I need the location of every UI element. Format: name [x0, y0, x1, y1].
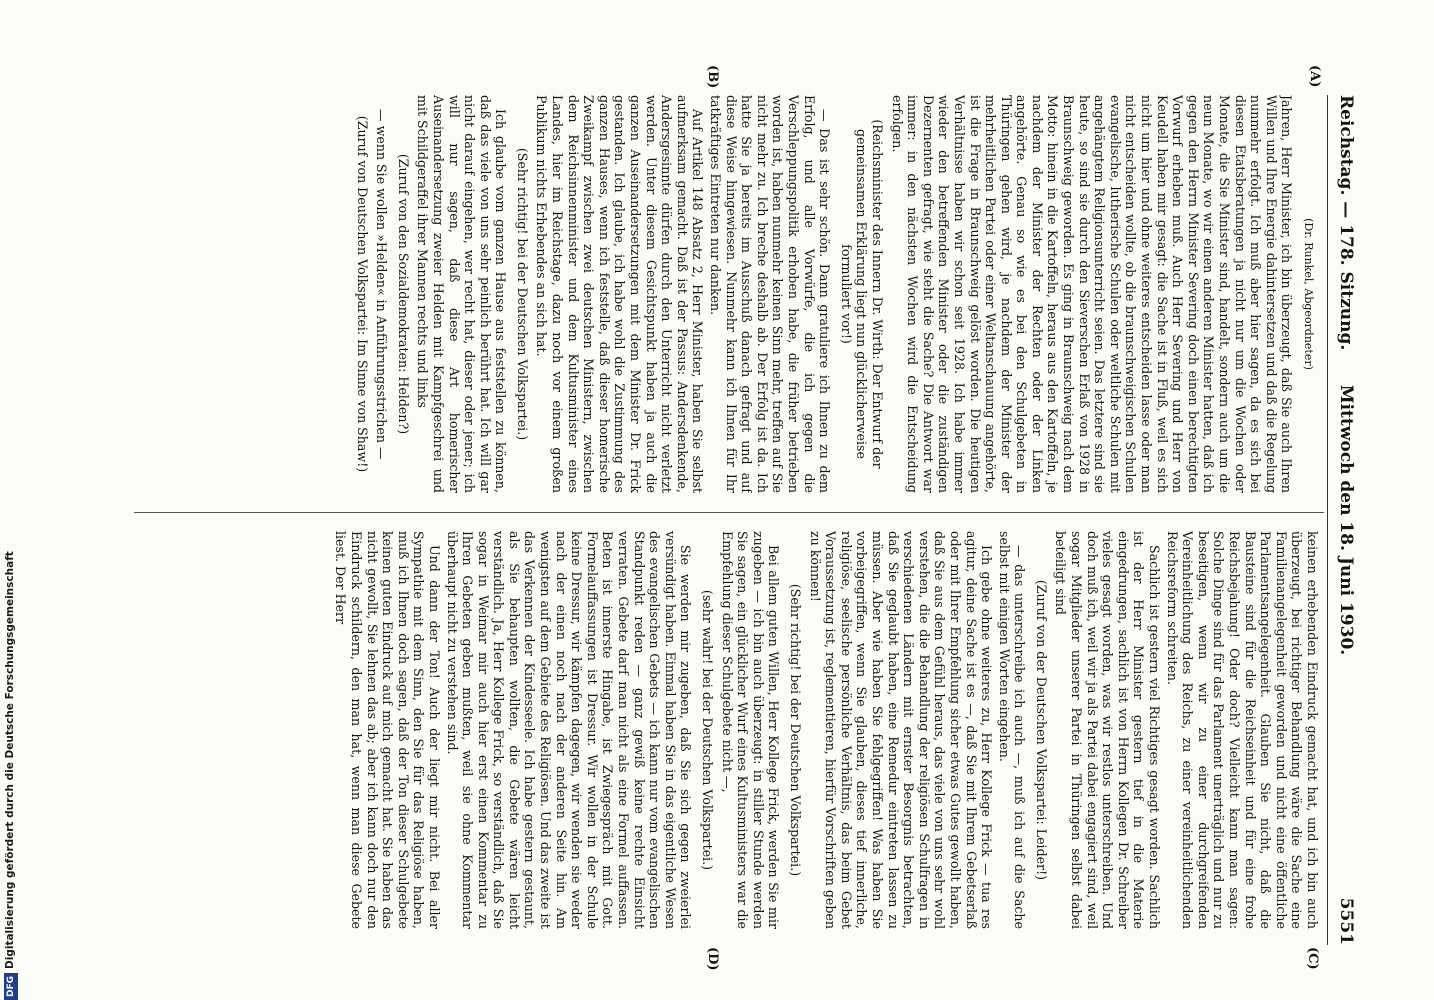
interjection: (Zuruf von den Sozialdemokraten: Helden?) [395, 153, 411, 435]
paragraph: Sachlich ist gestern viel Richtiges gesagt worden. Sachlich ist der Herr Minister gestern tief in die Materie eingedrungen, sachlich ist von Herrn Kollegen Dr. Schreiber vieles gesagt worden, was wir restlos unterschreiben. Und doch muß ich, weil wir ja als Partei dabei engagiert sind, weil sogar Mitglieder unserer Partei in Thüringen selbst dabei beteiligt sind [1053, 531, 1163, 929]
interjection: (Zuruf von Deutschen Volkspartei: Im Sinne von Shaw!) [354, 115, 370, 473]
left-column [140, 95, 1320, 493]
interjection: (sehr wahr! bei der Deutschen Volkspartei.) [700, 589, 716, 871]
header-date: Mittwoch den 18. Juni 1930. [1336, 384, 1356, 656]
margin-marker-a: (A) [1307, 65, 1322, 88]
funding-credit: Digitalisierung gefördert durch die Deutsche Forschungsgemeinschaft [4, 551, 16, 969]
rotated-page-content [120, 65, 1360, 971]
funding-footer [4, 0, 20, 1000]
header-rule [1327, 95, 1328, 945]
margin-marker-d: (D) [705, 947, 720, 971]
paragraph: Auf Artikel 148 Absatz 2, Herr Minister, haben Sie selbst aufmerksam gemacht. Daß ist der Passus: Andersdenkende, Andersgesinnte dürfen durch den Unterricht nicht verletzt werden. Unter diesem Gesichtspunkt haben ja auch die ganzen Auseinandersetzungen mit dem Minister Dr. Frick gestanden. Ich glaube, ich habe wohl die Zustimmung des ganzen Hauses, wenn ich feststelle, daß dieser homerische Zweikampf zwischen zwei deutschen Ministern, zwischen dem Reichsinnenminister und dem Kultusminister eines Landes, hier im Reichstage, dazu noch vor einem großen Publikum nichts Erhebendes an sich hat. [534, 95, 706, 493]
page-header [1330, 95, 1360, 945]
margin-marker-c: (C) [1305, 947, 1320, 970]
paragraph: keinen erhebenden Eindruck gemacht hat, und ich bin auch überzeugt, bei richtiger Behandlung wäre die Sache eine Familienangelegenheit geworden und nicht eine öffentliche Parlamentsangelegenheit. Glauben Sie nicht, daß die Bausteine sind für die Reichseinheit und für eine frohe Reichsbejahung! Oder doch? Vielleicht kann man sagen: Solche Dinge sind für das Parlament unerträglich und nur zu beseitigen, wenn wir zu einer durchgreifenden Vereinheitlichung des Reichs, zu einer vereinheitlichenden Reichsreform schreiten. [1164, 531, 1320, 929]
interjection: (Sehr richtig! bei der Deutschen Volkspartei.) [514, 147, 530, 441]
right-column [140, 531, 1320, 929]
header-page-number: 5551 [1336, 897, 1356, 945]
margin-marker-b: (B) [705, 65, 720, 89]
paragraph: Ich glaube vom ganzen Hause aus feststellen zu können, daß das viele von uns sehr peinlich berührt hat. Ich will gar nicht darauf eingehen, wer recht hat, dieser oder jener; ich will nur sagen, daß diese Art homerischer Auseinandersetzung zweier Helden mit Kampfgeschrei und mit Schildgeraffel ihrer Mannen rechts und links [415, 95, 509, 493]
header-session: Reichstag. — 178. Sitzung. [1336, 95, 1356, 351]
interjection: (Zuruf von der Deutschen Volkspartei: Leider!) [1033, 579, 1049, 881]
dfg-logo: DFG [4, 973, 18, 1000]
paragraph: Bei allem guten Willen, Herr Kollege Frick, werden Sie mir zugeben — ich bin auch überzeugt: in stiller Stunde werden Sie sagen, ein glücklicher Wurf eines Kultusministers war die Empfehlung dieser Schulgebete nicht —, [719, 531, 782, 929]
paragraph: — Das ist sehr schön. Dann gratuliere ich Ihnen zu dem Erfolg, und alle Vorwürfe, die ich gegen die Verschleppungspolitik erhoben habe, die früher betrieben worden ist, haben nunmehr keinen Sinn mehr, treffen auf Sie nicht mehr zu. Ich breche deshalb ab. Der Erfolg ist da. Ich hatte Sie ja bereits im Ausschuß danach gefragt und auf diese Weise hingewiesen. Nunmehr kann ich Ihnen für Ihr tatkräftiges Eintreten nur danken. [708, 95, 833, 493]
paragraph: Und dann der Ton! Auch der liegt mir nicht. Bei aller Sympathie mit dem Sinn, den Sie für das Religiöse haben, muß ich Ihnen doch sagen, daß der Ton dieser Schulgebete keinen guten Eindruck auf mich gemacht hat. Sie haben das nicht gewollt, Sie lehnen das ab; aber ich kann doch nur den Eindruck schildern, den man hat, wenn man diese Gebete liest. Der Herr [333, 531, 442, 929]
column-divider [134, 512, 1324, 513]
paragraph: Jahren, Herr Minister, ich bin überzeugt, daß Sie auch Ihren Willen und Ihre Energie dahintersetzen und daß die Regelung nunmehr erfolgt. Ich muß aber hier sagen, da es sich bei diesen Etatsberatungen ja nicht nur um die Wochen oder Monate, die Sie Minister sind, handelt, sondern auch um die neun Monate, wo wir einen anderen Minister hatten, daß ich gegen den Herrn Minister Severing doch einen berechtigten Vorwurf erheben muß. Auch Herr Severing und Herr von Keudell haben mir gesagt: die Sache ist in Fluß, weil es sich nicht um hier und ohne weiteres entscheiden lasse oder man nicht entscheiden wollte, ob die braunschweigischen Schulen evangelische, lutherische Schulen oder weltliche Schulen mit angehängtem Religionsunterricht seien. Das letztere sind sie heute, so sind sie durch den Sieverschen Erlaß von 1928 in Braunschweig geworden. Es ging in Braunschweig nach dem Motto: hinein in die Kartoffeln, heraus aus den Kartoffeln, je nachdem der Minister der Rechten oder der Linken angehörte. Genau so wie es bei den Schulgebeten in Thüringen gehen wird, je nachdem der Minister der mehrheitlichen Partei oder einer Weltanschauung angehörte, ist die Frage in Braunschweig gelöst worden. Die heutigen Verhältnisse haben wir schon seit 1928. Ich habe immer wieder den betreffenden Minister oder die zuständigen Dezernenten gefragt, wie steht die Sache? Die Antwort war immer: in den nächsten Wochen wird die Entscheidung erfolgen. [889, 95, 1295, 493]
paragraph: Sie werden mir zugeben, daß Sie sich gegen zweierlei versündigt haben. Einmal haben Sie in das eigentliche Wesen des evangelischen Gebets — ich kann nur vom evangelischen Standpunkt reden — ganz gewiß keine rechte Einsicht verraten. Gebete darf man nicht als eine Formel auffassen. Beten ist innerste Hingabe, ist Zwiegespräch mit Gott. Formelauffassungen ist Dressur. Wir wollen in der Schule keine Dressur, wir kämpfen dagegen, wir wenden sie weder nach der einen noch nach der anderen Seite hin. Am wenigsten auf dem Gebiete des Religiösen. Und das zweite ist das Verkennen der Kindesseele. Ich habe gestern gestaunt, als Sie behaupten wollten, die Gebete wären leicht verständlich. Ja, Herr Kollege Frick, so verständlich, daß Sie sogar in Weimar mir auch hier erst einen Kommentar zu Ihren Gebeten geben mußten, weil sie ohne Kommentar überhaupt nicht zu verstehen sind. [444, 531, 694, 929]
paragraph: — das unterschreibe ich auch —, muß ich auf die Sache selbst mit einigen Worten eingehen. [996, 531, 1028, 929]
speaker-label: (Dr. Runkel, Abgeordneter) [1302, 218, 1315, 370]
interjection: (Sehr richtig! bei der Deutschen Volkspartei.) [788, 583, 803, 877]
paragraph: Ich gebe ohne weiteres zu, Herr Kollege Frick — tua res agitur, deine Sache ist es —, daß Sie mit Ihrem Gebetserlaß oder mit Ihrer Empfehlung sicher etwas Gutes gewollt haben, daß Sie aus dem Gefühl heraus, das viele von uns sehr wohl verstehen, die die Behandlung der religiösen Schulfragen in verschiedenen Ländern mit ernster Besorgnis betrachten, daß Sie geglaubt haben, eine Remedur eintreten lassen zu müssen. Aber wie haben Sie fehlgegriffen! Was haben Sie vorbeigegriffen, wenn Sie glauben, dieses tief innerliche, religiöse, seelische persönliche Verhältnis, das beim Gebet Voraussetzung ist, reglementieren, hierfür Vorschriften geben zu können! [807, 531, 995, 929]
paragraph: — wenn Sie wollen »Helden« in Anführungsstrichen — [374, 109, 390, 460]
interjection: (Reichsminister des Innern Dr. Wirth: Der Entwurf der gemeinsamen Erklärung liegt nun glücklicherweise formuliert vor!) [838, 119, 885, 469]
